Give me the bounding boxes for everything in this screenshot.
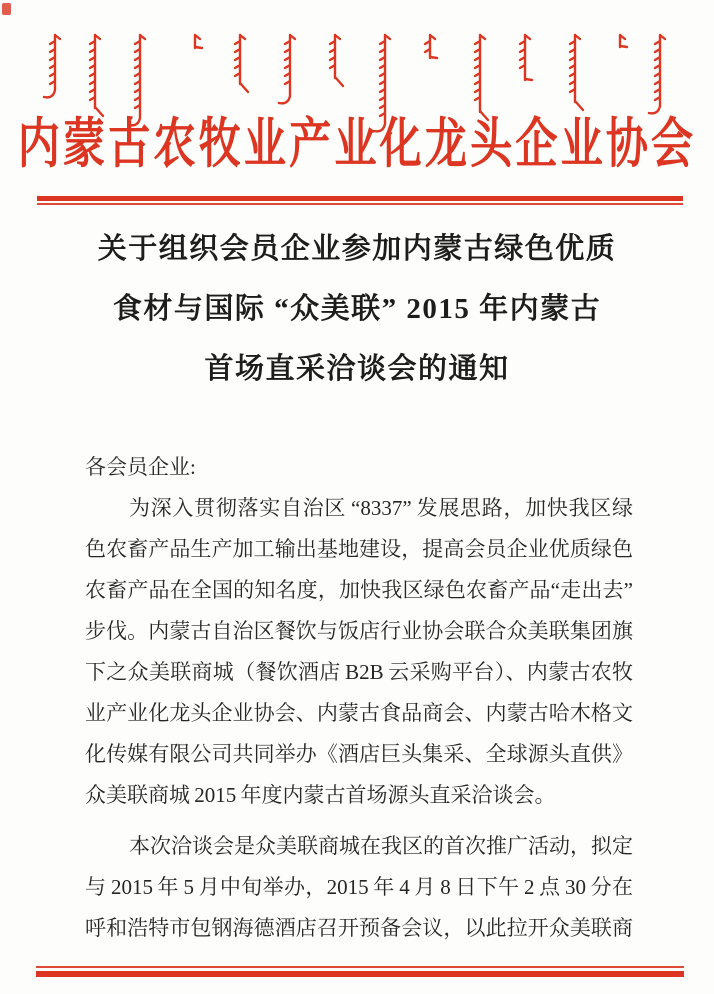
- text-line: 色农畜产品生产加工输出基地建设，提高会员企业优质绿色: [85, 537, 633, 561]
- title-line: 首场直采洽谈会的通知: [204, 353, 510, 385]
- text-line: 业产业化龙头企业协会、内蒙古食品商会、内蒙古哈木格文: [85, 701, 633, 725]
- title-line: 食材与国际 “众美联” 2015 年内蒙古: [112, 293, 602, 325]
- text-line: 步伐。内蒙古自治区餐饮与饭店行业协会联合众美联集团旗: [85, 619, 633, 643]
- title-line: 关于组织会员企业参加内蒙古绿色优质: [97, 233, 617, 265]
- text-line: 本次洽谈会是众美联商城在我区的首次推广活动，拟定: [129, 834, 633, 858]
- thick-rule: [37, 196, 683, 201]
- letterhead: [0, 112, 714, 176]
- scan-artifact: [2, 3, 11, 15]
- text-line: 为深入贯彻落实自治区 “8337” 发展思路，加快我区绿: [129, 496, 633, 520]
- text-line: 农畜产品在全国的知名度，加快我区绿色农畜产品“走出去”: [85, 578, 633, 602]
- text-line: 众美联商城 2015 年度内蒙古首场源头直采洽谈会。: [85, 783, 556, 807]
- salutation: 各会员企业:: [85, 455, 196, 479]
- text-line: 呼和浩特市包钢海德酒店召开预备会议，以此拉开众美联商: [85, 916, 633, 940]
- thin-rule: [37, 203, 683, 205]
- text-line: 化传媒有限公司共同举办《酒店巨头集采、全球源头直供》: [85, 742, 633, 766]
- paragraph: [85, 826, 633, 949]
- text-line: 下之众美联商城（餐饮酒店 B2B 云采购平台）、内蒙古农牧: [85, 660, 633, 684]
- footer-divider: [36, 966, 684, 977]
- thick-rule: [36, 971, 684, 977]
- document-body: [85, 447, 633, 949]
- text-line: 与 2015 年 5 月中旬举办，2015 年 4 月 8 日下午 2 点 30 分在: [85, 875, 633, 899]
- paragraph: [85, 488, 633, 816]
- letterhead-divider: [37, 196, 683, 205]
- paragraphs: [85, 488, 633, 949]
- org-name: 内蒙古农牧业产业化龙头企业协会: [17, 114, 697, 174]
- thin-rule: [36, 966, 684, 968]
- document-title: [0, 219, 714, 399]
